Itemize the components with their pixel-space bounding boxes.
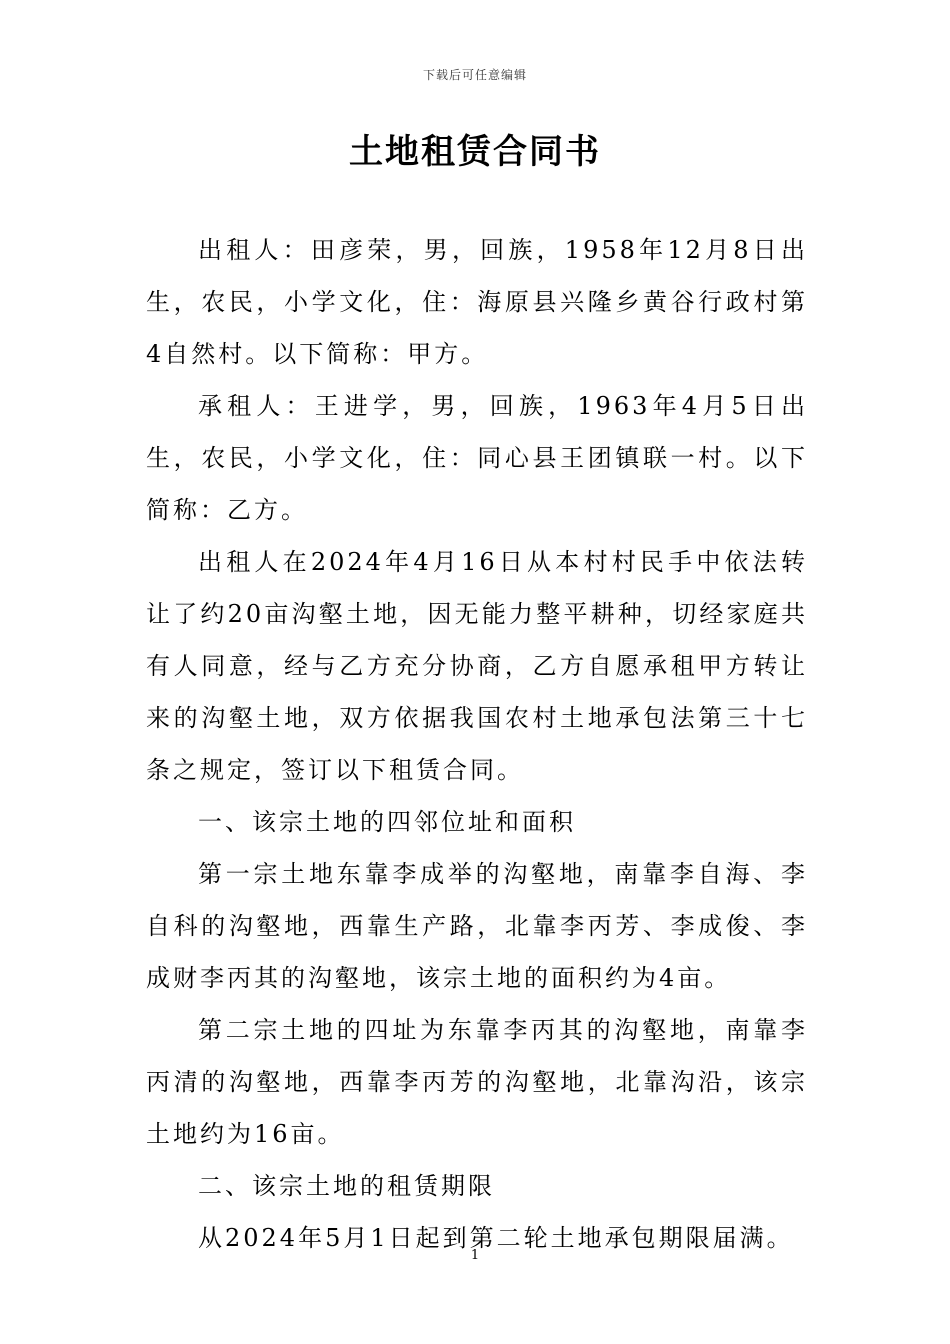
document-body bbox=[146, 224, 808, 1264]
paragraph-lease-term: 从2024年5月1日起到第二轮土地承包期限届满。 bbox=[198, 1224, 794, 1252]
paragraph-second-plot: 第二宗土地的四址为东靠李丙其的沟壑地，南靠李丙清的沟壑地，西靠李丙芳的沟壑地，北靠沟沿，该宗土地约为16亩。 bbox=[146, 1016, 808, 1148]
section-heading-lease-term: 二、该宗土地的租赁期限 bbox=[198, 1172, 495, 1200]
paragraph-first-plot: 第一宗土地东靠李成举的沟壑地，南靠李自海、李自科的沟壑地，西靠生产路，北靠李丙芳、李成俊、李成财李丙其的沟壑地，该宗土地的面积约为4亩。 bbox=[146, 860, 808, 992]
paragraph-background: 出租人在2024年4月16日从本村村民手中依法转让了约20亩沟壑土地，因无能力整平耕种，切经家庭共有人同意，经与乙方充分协商，乙方自愿承租甲方转让来的沟壑土地，双方依据我国农村土地承包法第三十七条之规定，签订以下租赁合同。 bbox=[146, 548, 808, 784]
section-heading-land-location: 一、该宗土地的四邻位址和面积 bbox=[198, 808, 576, 836]
document-title: 土地租赁合同书 bbox=[349, 132, 601, 172]
paragraph-lessee: 承租人：王进学，男，回族，1963年4月5日出生，农民，小学文化，住：同心县王团镇联一村。以下简称：乙方。 bbox=[146, 392, 808, 524]
page-header-note: 下载后可任意编辑 bbox=[422, 68, 527, 82]
paragraph-lessor: 出租人：田彦荣，男，回族，1958年12月8日出生，农民，小学文化，住：海原县兴隆乡黄谷行政村第4自然村。以下简称：甲方。 bbox=[146, 236, 808, 368]
page-number: 1 bbox=[470, 1248, 480, 1263]
